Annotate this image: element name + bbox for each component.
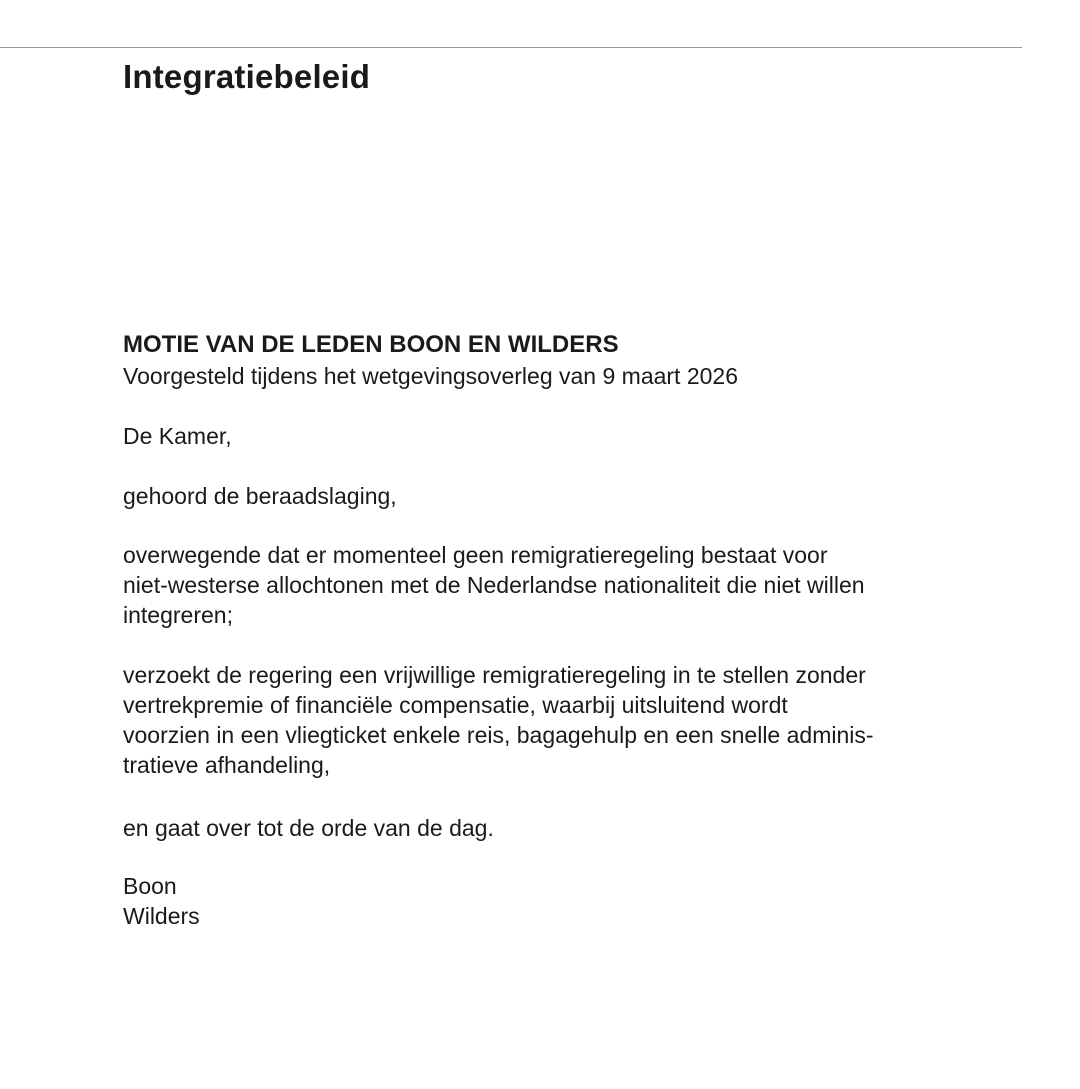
request-clause	[123, 660, 874, 780]
request-line: verzoekt de regering een vrijwillige remigratieregeling in te stellen zonder	[123, 662, 866, 688]
request-line: tratieve afhandeling,	[123, 752, 331, 778]
heard-clause: gehoord de beraadslaging,	[123, 483, 397, 509]
considering-line: niet-westerse allochtonen met de Nederlandse nationaliteit die niet willen	[123, 572, 865, 598]
motion-subtitle: Voorgesteld tijdens het wetgevingsoverleg van 9 maart 2026	[123, 363, 739, 389]
request-line: vertrekpremie of financiële compensatie, waarbij uitsluitend wordt	[123, 692, 788, 718]
considering-clause	[123, 540, 865, 630]
top-divider	[0, 47, 1022, 48]
considering-line: integreren;	[123, 602, 233, 628]
closing-clause: en gaat over tot de orde van de dag.	[123, 815, 494, 841]
signatory-name: Wilders	[123, 903, 200, 929]
signatories	[123, 871, 200, 931]
salutation: De Kamer,	[123, 423, 232, 449]
section-title: Integratiebeleid	[123, 58, 371, 95]
request-line: voorzien in een vliegticket enkele reis, bagagehulp en een snelle adminis-	[123, 722, 874, 748]
motion-title: MOTIE VAN DE LEDEN BOON EN WILDERS	[123, 331, 619, 358]
considering-line: overwegende dat er momenteel geen remigratieregeling bestaat voor	[123, 542, 828, 568]
signatory-name: Boon	[123, 873, 177, 899]
